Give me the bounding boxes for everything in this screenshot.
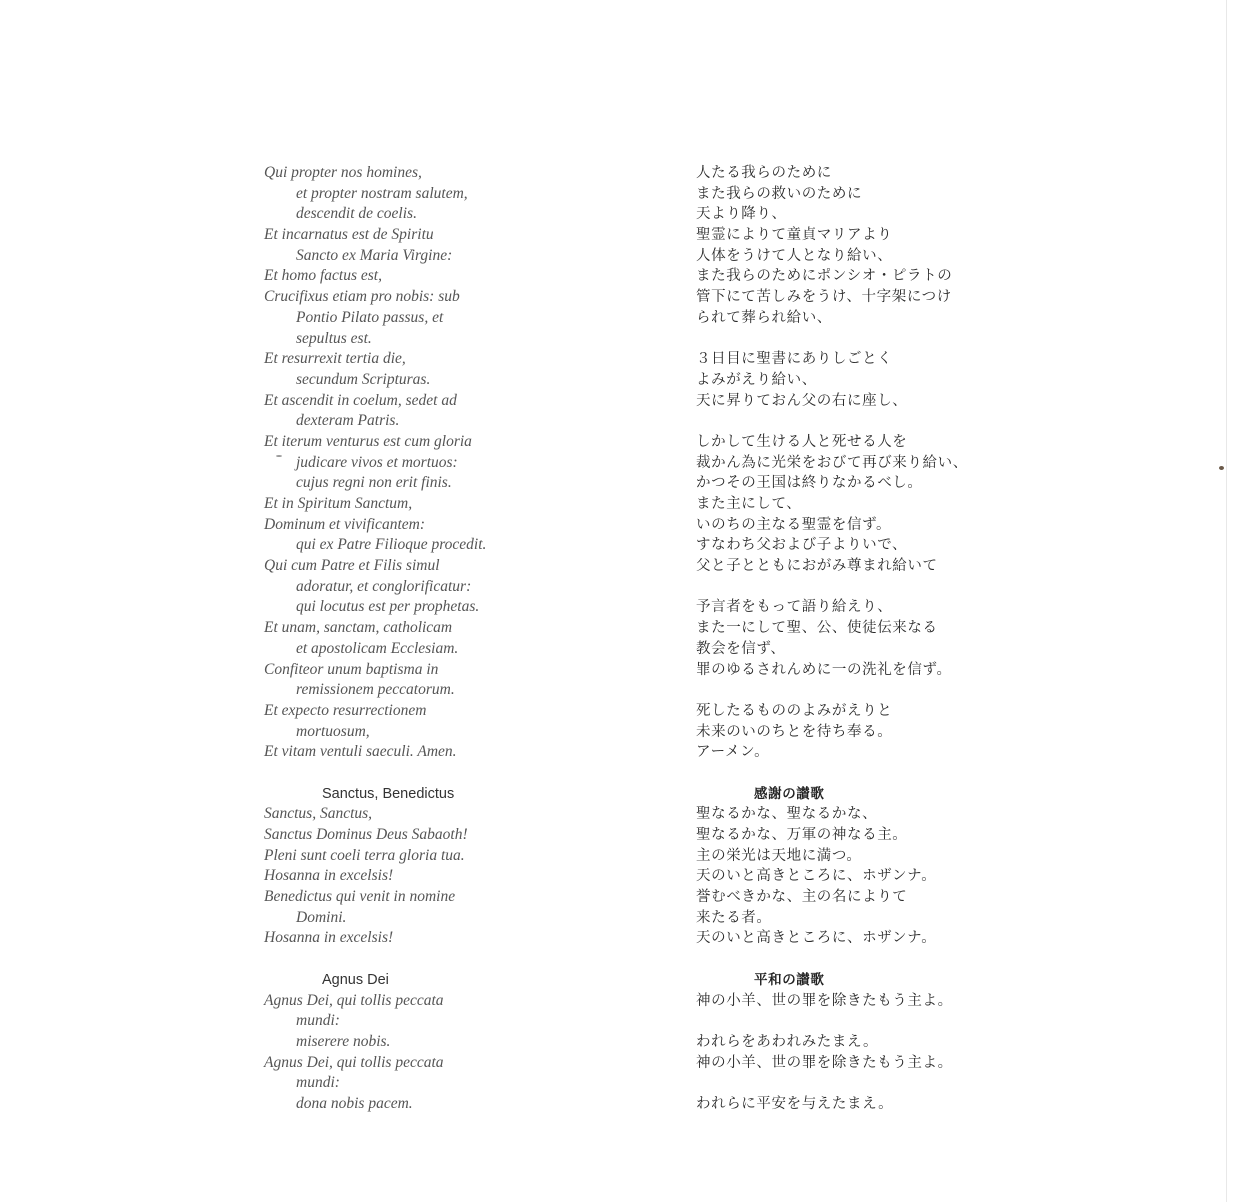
- text-line: また主にして、: [696, 496, 802, 512]
- text-line: adoratur, et conglorificatur:: [296, 577, 472, 595]
- text-line: 罪のゆるされんめに一の洗礼を信ず。: [696, 661, 952, 678]
- text-line: よみがえり給い、: [696, 371, 817, 388]
- text-line: Sanctus Dominus Deus Sabaoth!: [264, 826, 468, 843]
- text-line: われらに平安を与えたまえ。: [696, 1095, 894, 1112]
- text-line: Et vitam ventuli saeculi. Amen.: [264, 743, 457, 761]
- text-line: sepultus est.: [296, 329, 372, 347]
- text-line: dona nobis pacem.: [296, 1094, 413, 1112]
- text-line: Dominum et vivificantem:: [264, 515, 425, 533]
- text-line: Benedictus qui venit in nomine: [264, 888, 456, 906]
- text-line: また一にして聖、公、使徒伝来なる: [696, 620, 938, 637]
- paper-speck: [1219, 466, 1224, 470]
- text-line: 天のいと高きところに、ホザンナ。: [696, 930, 937, 947]
- text-line: Et resurrexit tertia die,: [264, 350, 406, 368]
- text-line: 聖なるかな、万軍の神なる主。: [696, 827, 908, 843]
- text-line: 神の小羊、世の罪を除きたもう主よ。: [696, 992, 953, 1009]
- jp-agnus-stanza-2: [696, 1032, 996, 1073]
- text-line: 裁かん為に光栄をおびて再び来り給い、: [696, 454, 968, 471]
- text-line: 管下にて苦しみをうけ、十字架につけ: [696, 289, 952, 306]
- text-line: Agnus Dei, qui tollis peccata: [264, 1053, 444, 1071]
- text-line: Et homo factus est,: [264, 267, 382, 285]
- text-line: Hosanna in excelsis!: [264, 929, 394, 947]
- text-line: 人たる我らのために: [696, 165, 832, 181]
- jp-credo-stanza-1: [696, 163, 996, 329]
- text-line: また我らのためにポンシオ・ピラトの: [696, 268, 953, 285]
- text-line: remissionem peccatorum.: [296, 681, 455, 699]
- text-line: られて葬られ給い、: [696, 309, 832, 326]
- text-line: アーメン。: [696, 744, 770, 761]
- text-line: 聖なるかな、聖なるかな、: [696, 806, 878, 823]
- text-line: qui ex Patre Filioque procedit.: [296, 536, 487, 554]
- latin-credo-block: [264, 163, 624, 763]
- text-line: Qui propter nos homines,: [264, 164, 422, 181]
- latin-sanctus-block: [264, 804, 624, 949]
- text-line: Et in Spiritum Sanctum,: [264, 495, 413, 512]
- text-line: 未来のいのちとを待ち奉る。: [696, 723, 893, 740]
- text-line: 天のいと高きところに、ホザンナ。: [696, 868, 937, 885]
- text-line: judicare vivos et mortuos:: [296, 453, 458, 471]
- text-line: Et incarnatus est de Spiritu: [264, 226, 434, 244]
- agnus-dei-heading: Agnus Dei: [322, 971, 389, 988]
- text-line: しかして生ける人と死せる人を: [696, 433, 908, 450]
- text-line: miserere nobis.: [296, 1032, 391, 1050]
- jp-sanctus-block: [696, 804, 996, 949]
- text-line: すなわち父および子よりいで、: [696, 537, 908, 554]
- text-line: descendit de coelis.: [296, 205, 417, 223]
- text-line: cujus regni non erit finis.: [296, 474, 452, 492]
- jp-agnus-stanza-3: [696, 1094, 996, 1115]
- text-line: Crucifixus etiam pro nobis: sub: [264, 288, 460, 306]
- jp-credo-stanza-5: [696, 701, 996, 763]
- latin-column: [264, 163, 624, 1115]
- text-line: secundum Scripturas.: [296, 370, 431, 388]
- text-line: Confiteor unum baptisma in: [264, 660, 439, 678]
- text-line: また我らの救いのために: [696, 185, 863, 202]
- text-line: et apostolicam Ecclesiam.: [296, 639, 459, 657]
- text-line: Sancto ex Maria Virgine:: [296, 246, 453, 264]
- text-line: Agnus Dei, qui tollis peccata: [264, 991, 444, 1009]
- text-line: mortuosum,: [296, 722, 370, 740]
- text-line: かつその王国は終りなかるべし。: [696, 475, 923, 492]
- text-line: Qui cum Patre et Filis simul: [264, 557, 440, 575]
- text-line: われらをあわれみたまえ。: [696, 1033, 879, 1050]
- text-line: 天に昇りておん父の右に座し、: [696, 392, 908, 409]
- text-line: 神の小羊、世の罪を除きたもう主よ。: [696, 1054, 953, 1071]
- text-line: 人体をうけて人となり給い、: [696, 247, 893, 264]
- text-line: 天より降り、: [696, 206, 787, 223]
- jp-sanctus-heading: 感謝の讃歌: [754, 785, 825, 802]
- text-line: 死したるもののよみがえりと: [696, 702, 893, 719]
- text-line: 主の栄光は天地に満つ。: [696, 847, 862, 864]
- text-line: 父と子とともにおがみ尊まれ給いて: [696, 558, 938, 575]
- text-line: dexteram Patris.: [296, 412, 400, 430]
- text-line: 誉むべきかな、主の名によりて: [696, 889, 908, 906]
- jp-credo-stanza-4: [696, 597, 996, 680]
- text-line: Et ascendit in coelum, sedet ad: [264, 391, 457, 409]
- jp-agnus-stanza-1: [696, 991, 996, 1012]
- text-line: Domini.: [296, 908, 347, 926]
- text-line: 予言者をもって語り給えり、: [696, 599, 893, 616]
- text-line: Pleni sunt coeli terra gloria tua.: [264, 846, 465, 864]
- text-line: Hosanna in excelsis!: [264, 867, 394, 885]
- jp-credo-stanza-2: [696, 349, 996, 411]
- text-line: qui locutus est per prophetas.: [296, 598, 480, 616]
- text-line: 教会を信ず、: [696, 640, 786, 657]
- text-line: いのちの主なる聖霊を信ず。: [696, 516, 892, 533]
- jp-agnus-heading: 平和の讃歌: [754, 971, 825, 988]
- text-line: mundi:: [296, 1012, 340, 1030]
- page-edge-line: [1226, 0, 1227, 1202]
- text-line: et propter nostram salutem,: [296, 184, 468, 202]
- japanese-column: [696, 163, 996, 1115]
- latin-agnus-block: [264, 991, 624, 1115]
- text-line: 来たる者。: [696, 909, 772, 926]
- jp-credo-stanza-3: [696, 432, 996, 577]
- text-line: 聖霊によりて童貞マリアより: [696, 227, 893, 244]
- text-line: ３日目に聖書にありしごとく: [696, 351, 893, 368]
- text-line: Et iterum venturus est cum gloria: [264, 432, 472, 450]
- text-line: Et unam, sanctam, catholicam: [264, 619, 453, 637]
- text-line: Pontio Pilato passus, et: [296, 308, 444, 326]
- text-line: mundi:: [296, 1074, 340, 1092]
- text-line: Sanctus, Sanctus,: [264, 805, 373, 823]
- sanctus-heading: Sanctus, Benedictus: [322, 785, 455, 802]
- text-line: Et expecto resurrectionem: [264, 701, 427, 719]
